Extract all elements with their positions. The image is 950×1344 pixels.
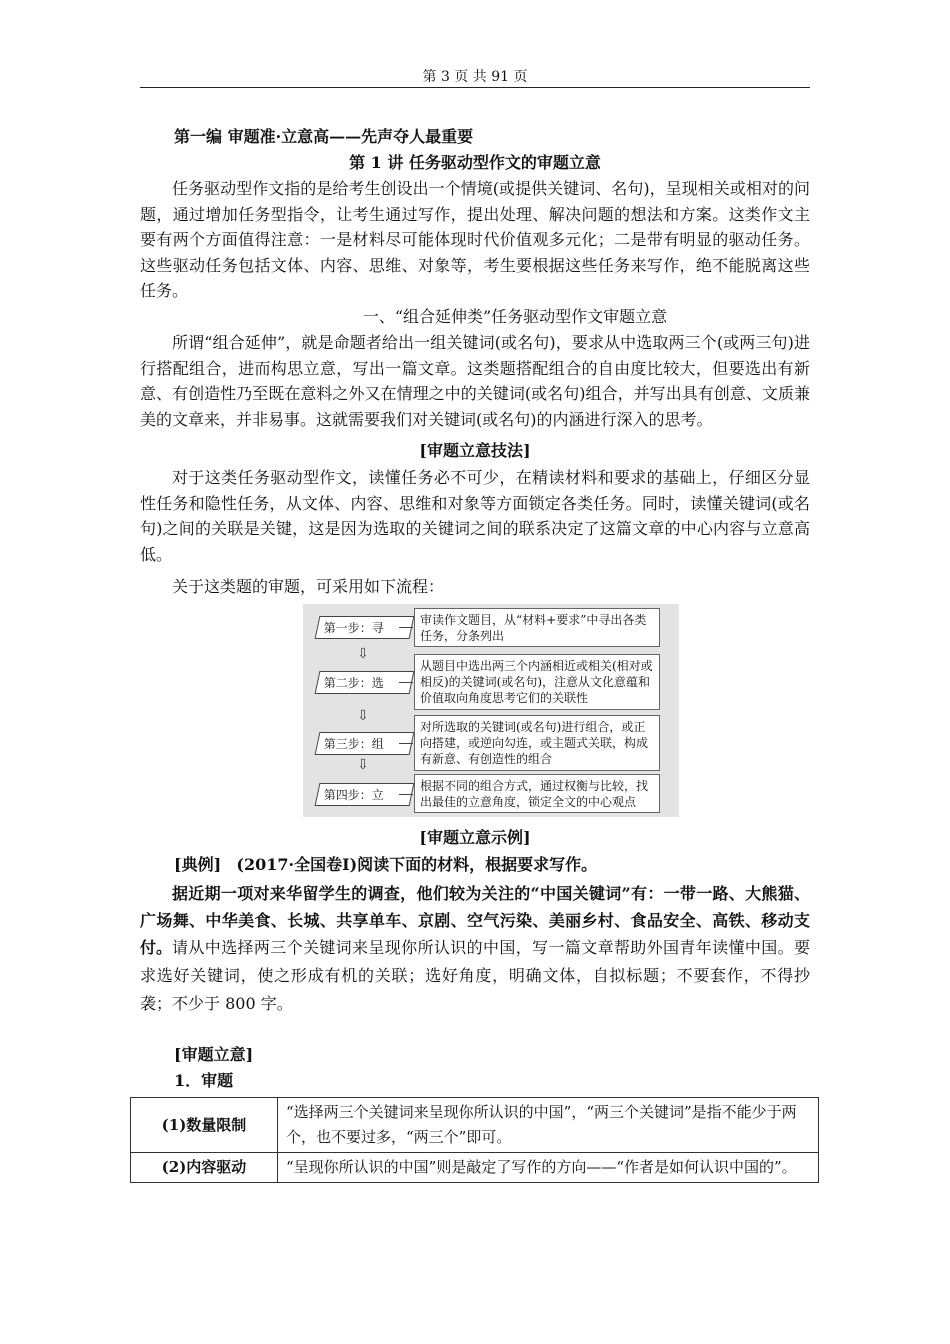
process-flowchart xyxy=(303,604,679,817)
analysis-heading: [审题立意] xyxy=(174,1045,254,1064)
example-source: (2017·全国卷Ⅰ)阅读下面的材料，根据要求写作。 xyxy=(236,855,598,874)
method-heading: [审题立意技法] xyxy=(419,441,531,460)
method-body: 对于这类任务驱动型作文，读懂任务必不可少，在精读材料和要求的基础上，仔细区分显性任务和隐性任务，从文体、内容、思维和对象等方面锁定各类任务。同时，读懂关键词(或名句)之间的关联是关键，这是因为选取的关键词之间的联系决定了这篇文章的中心内容与立意高低。 xyxy=(140,468,810,564)
analysis-subheading: 1．审题 xyxy=(174,1071,234,1090)
flow-connector xyxy=(399,794,413,795)
example-requirement: 请从中选择两三个关键词来呈现你所认识的中国，写一篇文章帮助外国青年读懂中国。要求选好关键词，使之形成有机的关联；选好角度，明确文体，自拟标题；不要套作，不得抄袭；不少于 800 字。 xyxy=(140,938,810,1013)
table-row xyxy=(131,1098,819,1153)
flow-step-2: 第二步：选 xyxy=(315,671,415,694)
intro-paragraph: 任务驱动型作文指的是给考生创设出一个情境(或提供关键词、名句)，呈现相关或相对的问题，通过增加任务型指令，让考生通过写作，提出处理、解决问题的想法和方案。这类作文主要有两个方面值得注意：一是材料尽可能体现时代价值观多元化；二是带有明显的驱动任务。这些驱动任务包括文体、内容、思维、对象等，考生要根据这些任务来写作，绝不能脱离这些任务。 xyxy=(140,179,810,300)
arrow-down-icon: ⇩ xyxy=(357,757,369,773)
flow-step-1: 第一步：寻 xyxy=(315,616,415,639)
section-title: 第一编 审题准·立意高——先声夺人最重要 xyxy=(174,127,474,146)
table-head-cell: (2)内容驱动 xyxy=(131,1153,278,1183)
flow-desc-2: 从题目中选出两三个内涵相近或相关(相对或相反)的关键词(或名句)，注意从文化意蕴和价值取向角度思考它们的关联性 xyxy=(414,654,660,710)
arrow-down-icon: ⇩ xyxy=(357,708,369,724)
flow-step-3: 第三步：组 xyxy=(315,732,415,755)
flow-desc-1: 审读作文题目，从“材料+要求”中寻出各类任务，分条列出 xyxy=(414,608,660,647)
part-one-title: 一、“组合延伸类”任务驱动型作文审题立意 xyxy=(362,307,668,326)
table-text-cell: “选择两三个关键词来呈现你所认识的中国”，“两三个关键词”是指不能少于两个，也不要过多，“两三个”即可。 xyxy=(278,1098,819,1153)
analysis-table xyxy=(130,1097,819,1183)
table-row xyxy=(131,1153,819,1183)
lecture-title: 第 1 讲 任务驱动型作文的审题立意 xyxy=(349,153,601,172)
flow-connector xyxy=(399,743,413,744)
arrow-down-icon: ⇩ xyxy=(357,646,369,662)
flow-intro: 关于这类题的审题，可采用如下流程： xyxy=(172,577,445,596)
table-text-cell: “呈现你所认识的中国”则是敲定了写作的方向——“作者是如何认识中国的”。 xyxy=(278,1153,819,1183)
flow-connector xyxy=(399,627,413,628)
table-head-cell: (1)数量限制 xyxy=(131,1098,278,1153)
flow-step-4: 第四步：立 xyxy=(315,783,415,806)
example-intro xyxy=(174,852,810,878)
part-one-body: 所谓“组合延伸”，就是命题者给出一组关键词(或名句)，要求从中选取两三个(或两三句)进行搭配组合，进而构思立意，写出一篇文章。这类题搭配组合的自由度比较大，但要选出有新意、有创造性乃至既在意料之外又在情理之中的关键词(或名句)组合，并写出具有创意、文质兼美的文章来，并非易事。这就需要我们对关键词(或名句)的内涵进行深入的思考。 xyxy=(140,333,810,429)
page-header: 第 3 页 共 91 页 xyxy=(422,69,528,85)
example-label: [典例] xyxy=(174,855,222,874)
flow-connector xyxy=(399,682,413,683)
header-rule xyxy=(140,87,810,88)
flow-desc-3: 对所选取的关键词(或名句)进行组合，或正向搭建，或逆向勾连，或主题式关联，构成有新意、有创造性的组合 xyxy=(414,715,660,771)
flow-desc-4: 根据不同的组合方式，通过权衡与比较，找出最佳的立意角度，锁定全文的中心观点 xyxy=(414,774,660,813)
example-material: 据近期一项对来华留学生的调查，他们较为关注的“中国关键词”有：一带一路、大熊猫、广场舞、中华美食、长城、共享单车、京剧、空气污染、美丽乡村、食品安全、高铁、移动支付。 xyxy=(140,884,810,957)
example-heading: [审题立意示例] xyxy=(419,828,531,847)
